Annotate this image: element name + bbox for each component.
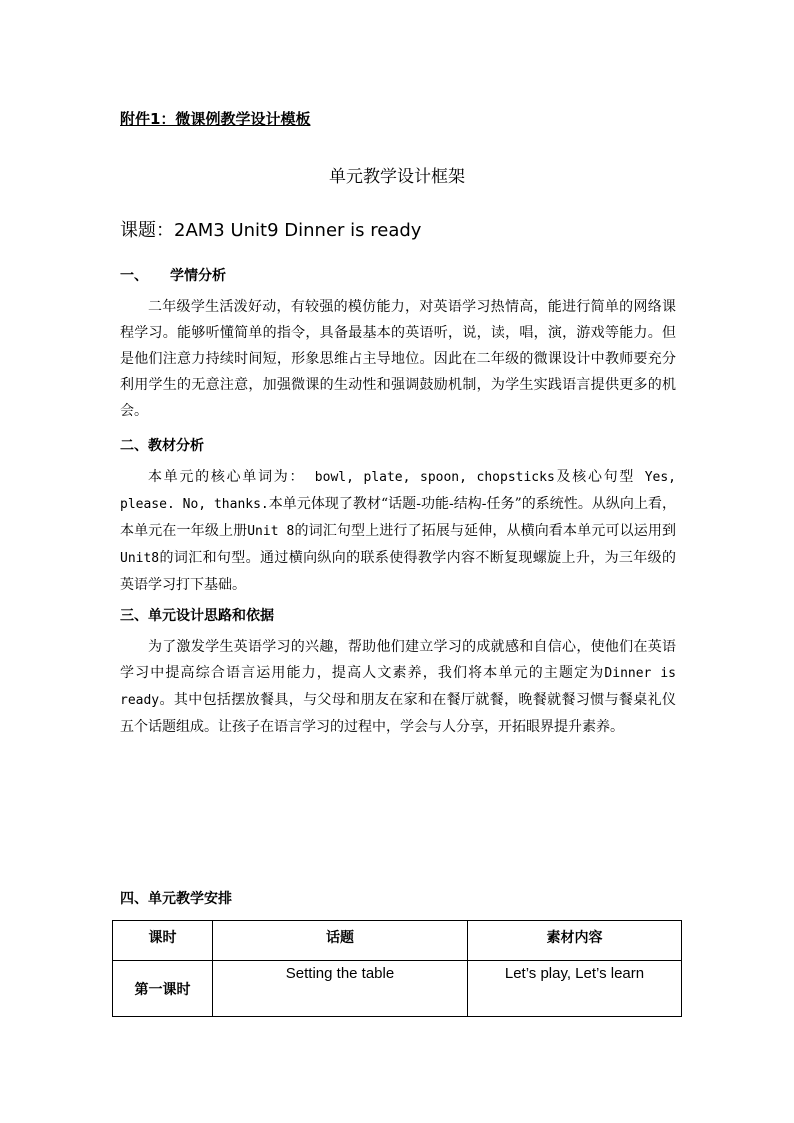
lesson-title: 课题：2AM3 Unit9 Dinner is ready xyxy=(120,220,422,241)
text-run: 及核心句型 xyxy=(554,469,636,485)
text-run-english: Unit 8 xyxy=(247,524,295,539)
text-run-english: Yes, please. No, thanks. xyxy=(120,470,676,512)
paragraph-design-rationale xyxy=(120,634,676,740)
text-run: 的词汇句型上进行了拓展与延伸，从横向看本单元可以运用到 xyxy=(294,523,677,539)
paragraph-learner-analysis: 二年级学生活泼好动，有较强的模仿能力，对英语学习热情高，能进行简单的网络课程学习。能够听懂简单的指令，具备最基本的英语听，说，读，唱，演，游戏等能力。但是他们注意力持续时间短，形象思维占主导地位。因此在二年级的微课设计中教师要充分利用学生的无意注意，加强微课的生动性和强调鼓励机制，为学生实践语言提供更多的机会。 xyxy=(120,299,676,419)
table-cell: Let’s play, Let’s learn xyxy=(468,961,682,1017)
table-row xyxy=(113,961,682,1017)
table-cell: Setting the table xyxy=(213,961,468,1017)
text-run-english: bowl, plate, spoon, chopsticks xyxy=(305,470,555,485)
section-heading-text: 学情分析 xyxy=(170,268,226,284)
section-number: 一、 xyxy=(120,268,148,284)
text-run: 的词汇和句型。通过横向纵向的联系使得教学内容不断复现螺旋上升，为三年级的英语学习打下基础。 xyxy=(120,550,676,593)
attachment-label: 附件1：微课例教学设计模板 xyxy=(120,110,311,128)
table-header-cell: 课时 xyxy=(113,921,213,961)
table-header-cell: 话题 xyxy=(213,921,468,961)
text-run: 。其中包括摆放餐具，与父母和朋友在家和在餐厅就餐，晚餐就餐习惯与餐桌礼仪五个话题组成。让孩子在语言学习的过程中，学会与人分享，开拓眼界提升素养。 xyxy=(120,692,676,735)
teaching-schedule-table xyxy=(112,920,682,1017)
paragraph-material-analysis xyxy=(120,464,676,598)
document-title: 单元教学设计框架 xyxy=(329,167,465,187)
section-heading-material-analysis: 二、教材分析 xyxy=(120,438,204,454)
table-cell: 第一课时 xyxy=(113,961,213,1017)
text-run: 本单元体现了教材“话题-功能-结构-任务”的系统性。从纵向上看，本单元在一年级上册 xyxy=(120,496,676,539)
section-heading-learner-analysis xyxy=(120,265,226,285)
text-run: 本单元的核心单词为： xyxy=(148,469,306,485)
section-heading-teaching-schedule: 四、单元教学安排 xyxy=(120,891,232,907)
text-run-english: Dinner is ready xyxy=(120,666,676,708)
section-heading-design-rationale: 三、单元设计思路和依据 xyxy=(120,608,274,624)
table-header-cell: 素材内容 xyxy=(468,921,682,961)
text-run: 为了激发学生英语学习的兴趣，帮助他们建立学习的成就感和自信心，使他们在英语学习中提高综合语言运用能力，提高人文素养，我们将本单元的主题定为 xyxy=(120,639,676,681)
text-run-english: Unit8 xyxy=(120,551,160,566)
table-header-row xyxy=(113,921,682,961)
